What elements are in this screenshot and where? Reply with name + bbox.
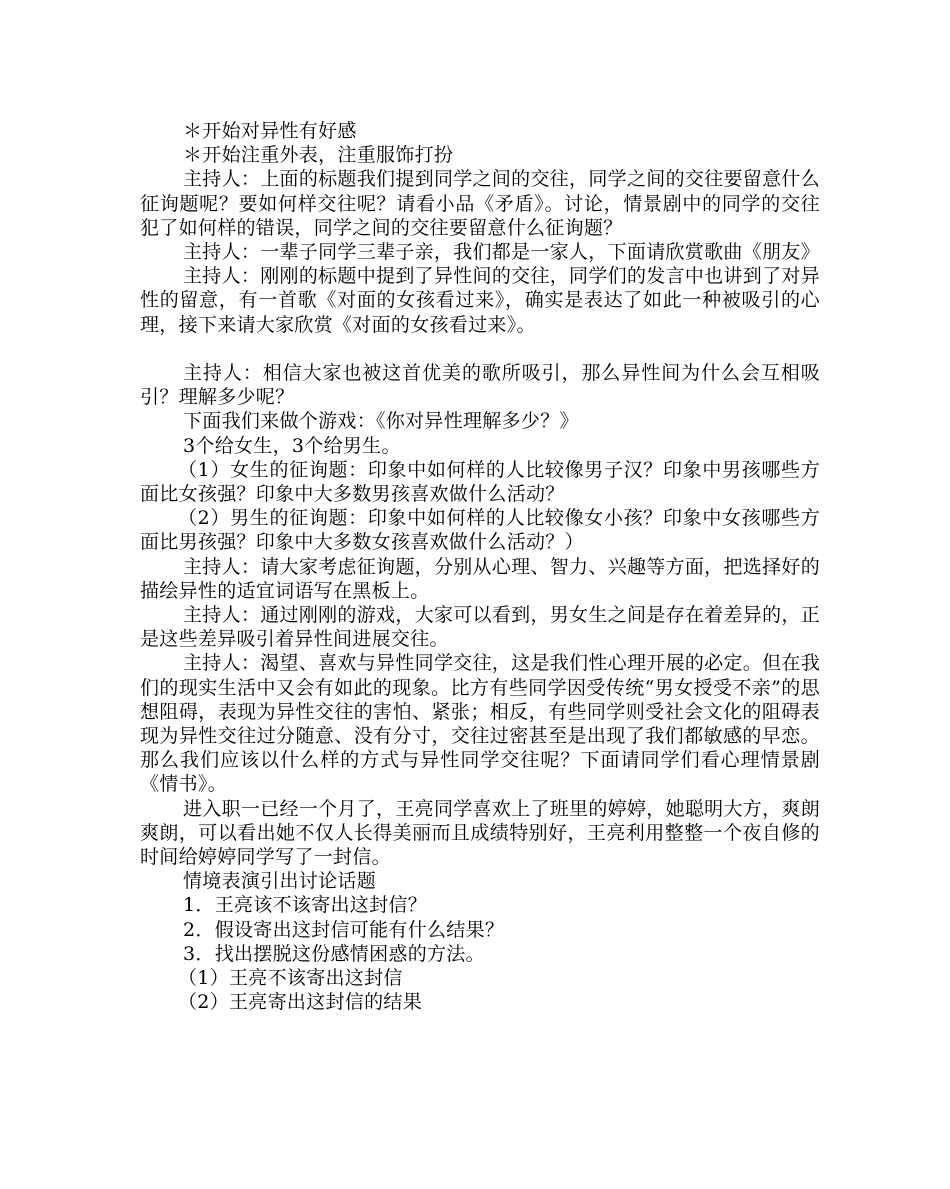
document-body (140, 119, 820, 1015)
paragraph: 3个给女生，3个给男生。 (183, 434, 401, 457)
paragraph: 主持人：请大家考虑征询题，分别从心理、智力、兴趣等方面，把选择好的描绘异性的适宜词语写在黑板上。 (140, 555, 820, 602)
question-item: （2）男生的征询题：印象中如何样的人比较像女小孩？印象中女孩哪些方面比男孩强？印象中大多数女孩喜欢做什么活动？） (140, 507, 820, 554)
paragraph: 主持人：相信大家也被这首优美的歌所吸引，那么异性间为什么会互相吸引？理解多少呢？ (140, 362, 820, 409)
blank-line (140, 337, 820, 361)
bullet-line: ＊开始注重外表，注重服饰打扮 (183, 144, 454, 167)
sub-item: （1）王亮不该寄出这封信 (178, 967, 403, 990)
paragraph: 主持人：上面的标题我们提到同学之间的交往，同学之间的交往要留意什么征询题呢？要如何样交往呢？请看小品《矛盾》。讨论，情景剧中的同学的交往犯了如何样的错误，同学之间的交往要留意什么征询题？ (140, 168, 820, 239)
numbered-item: 3．找出摆脱这份感情困惑的方法。 (183, 942, 485, 965)
numbered-item: 1．王亮该不该寄出这封信？ (183, 894, 427, 917)
paragraph: 主持人：通过刚刚的游戏，大家可以看到，男女生之间是存在着差异的，正是这些差异吸引着异性间进展交往。 (140, 604, 820, 651)
paragraph: 情境表演引出讨论话题 (183, 870, 377, 893)
sub-item: （2）王亮寄出这封信的结果 (178, 991, 422, 1014)
paragraph: 主持人：渴望、喜欢与异性同学交往，这是我们性心理开展的必定。但在我们的现实生活中又会有如此的现象。比方有些同学因受传统“男女授受不亲”的思想阻碍，表现为异性交往的害怕、紧张；相反，有些同学则受社会文化的阻碍表现为异性交往过分随意、没有分寸，交往过密甚至是出现了我们都敏感的早恋。那么我们应该以什么样的方式与异性同学交往呢？下面请同学们看心理情景剧《情书》。 (140, 652, 820, 796)
paragraph: 主持人：刚刚的标题中提到了异性间的交往，同学们的发言中也讲到了对异性的留意，有一首歌《对面的女孩看过来》，确实是表达了如此一种被吸引的心理，接下来请大家欣赏《对面的女孩看过来》。 (140, 265, 820, 336)
numbered-item: 2．假设寄出这封信可能有什么结果？ (183, 918, 505, 941)
paragraph: 主持人：一辈子同学三辈子亲，我们都是一家人，下面请欣赏歌曲《朋友》 (183, 241, 820, 264)
paragraph: 进入职一已经一个月了，王亮同学喜欢上了班里的婷婷，她聪明大方，爽朗爽朗，可以看出她不仅人长得美丽而且成绩特别好，王亮利用整整一个夜自修的时间给婷婷同学写了一封信。 (140, 797, 820, 869)
bullet-line: ＊开始对异性有好感 (183, 120, 357, 142)
paragraph: 下面我们来做个游戏：《你对异性理解多少？》 (183, 410, 579, 433)
question-item: （1）女生的征询题：印象中如何样的人比较像男子汉？印象中男孩哪些方面比女孩强？印象中大多数男孩喜欢做什么活动？ (140, 458, 820, 506)
